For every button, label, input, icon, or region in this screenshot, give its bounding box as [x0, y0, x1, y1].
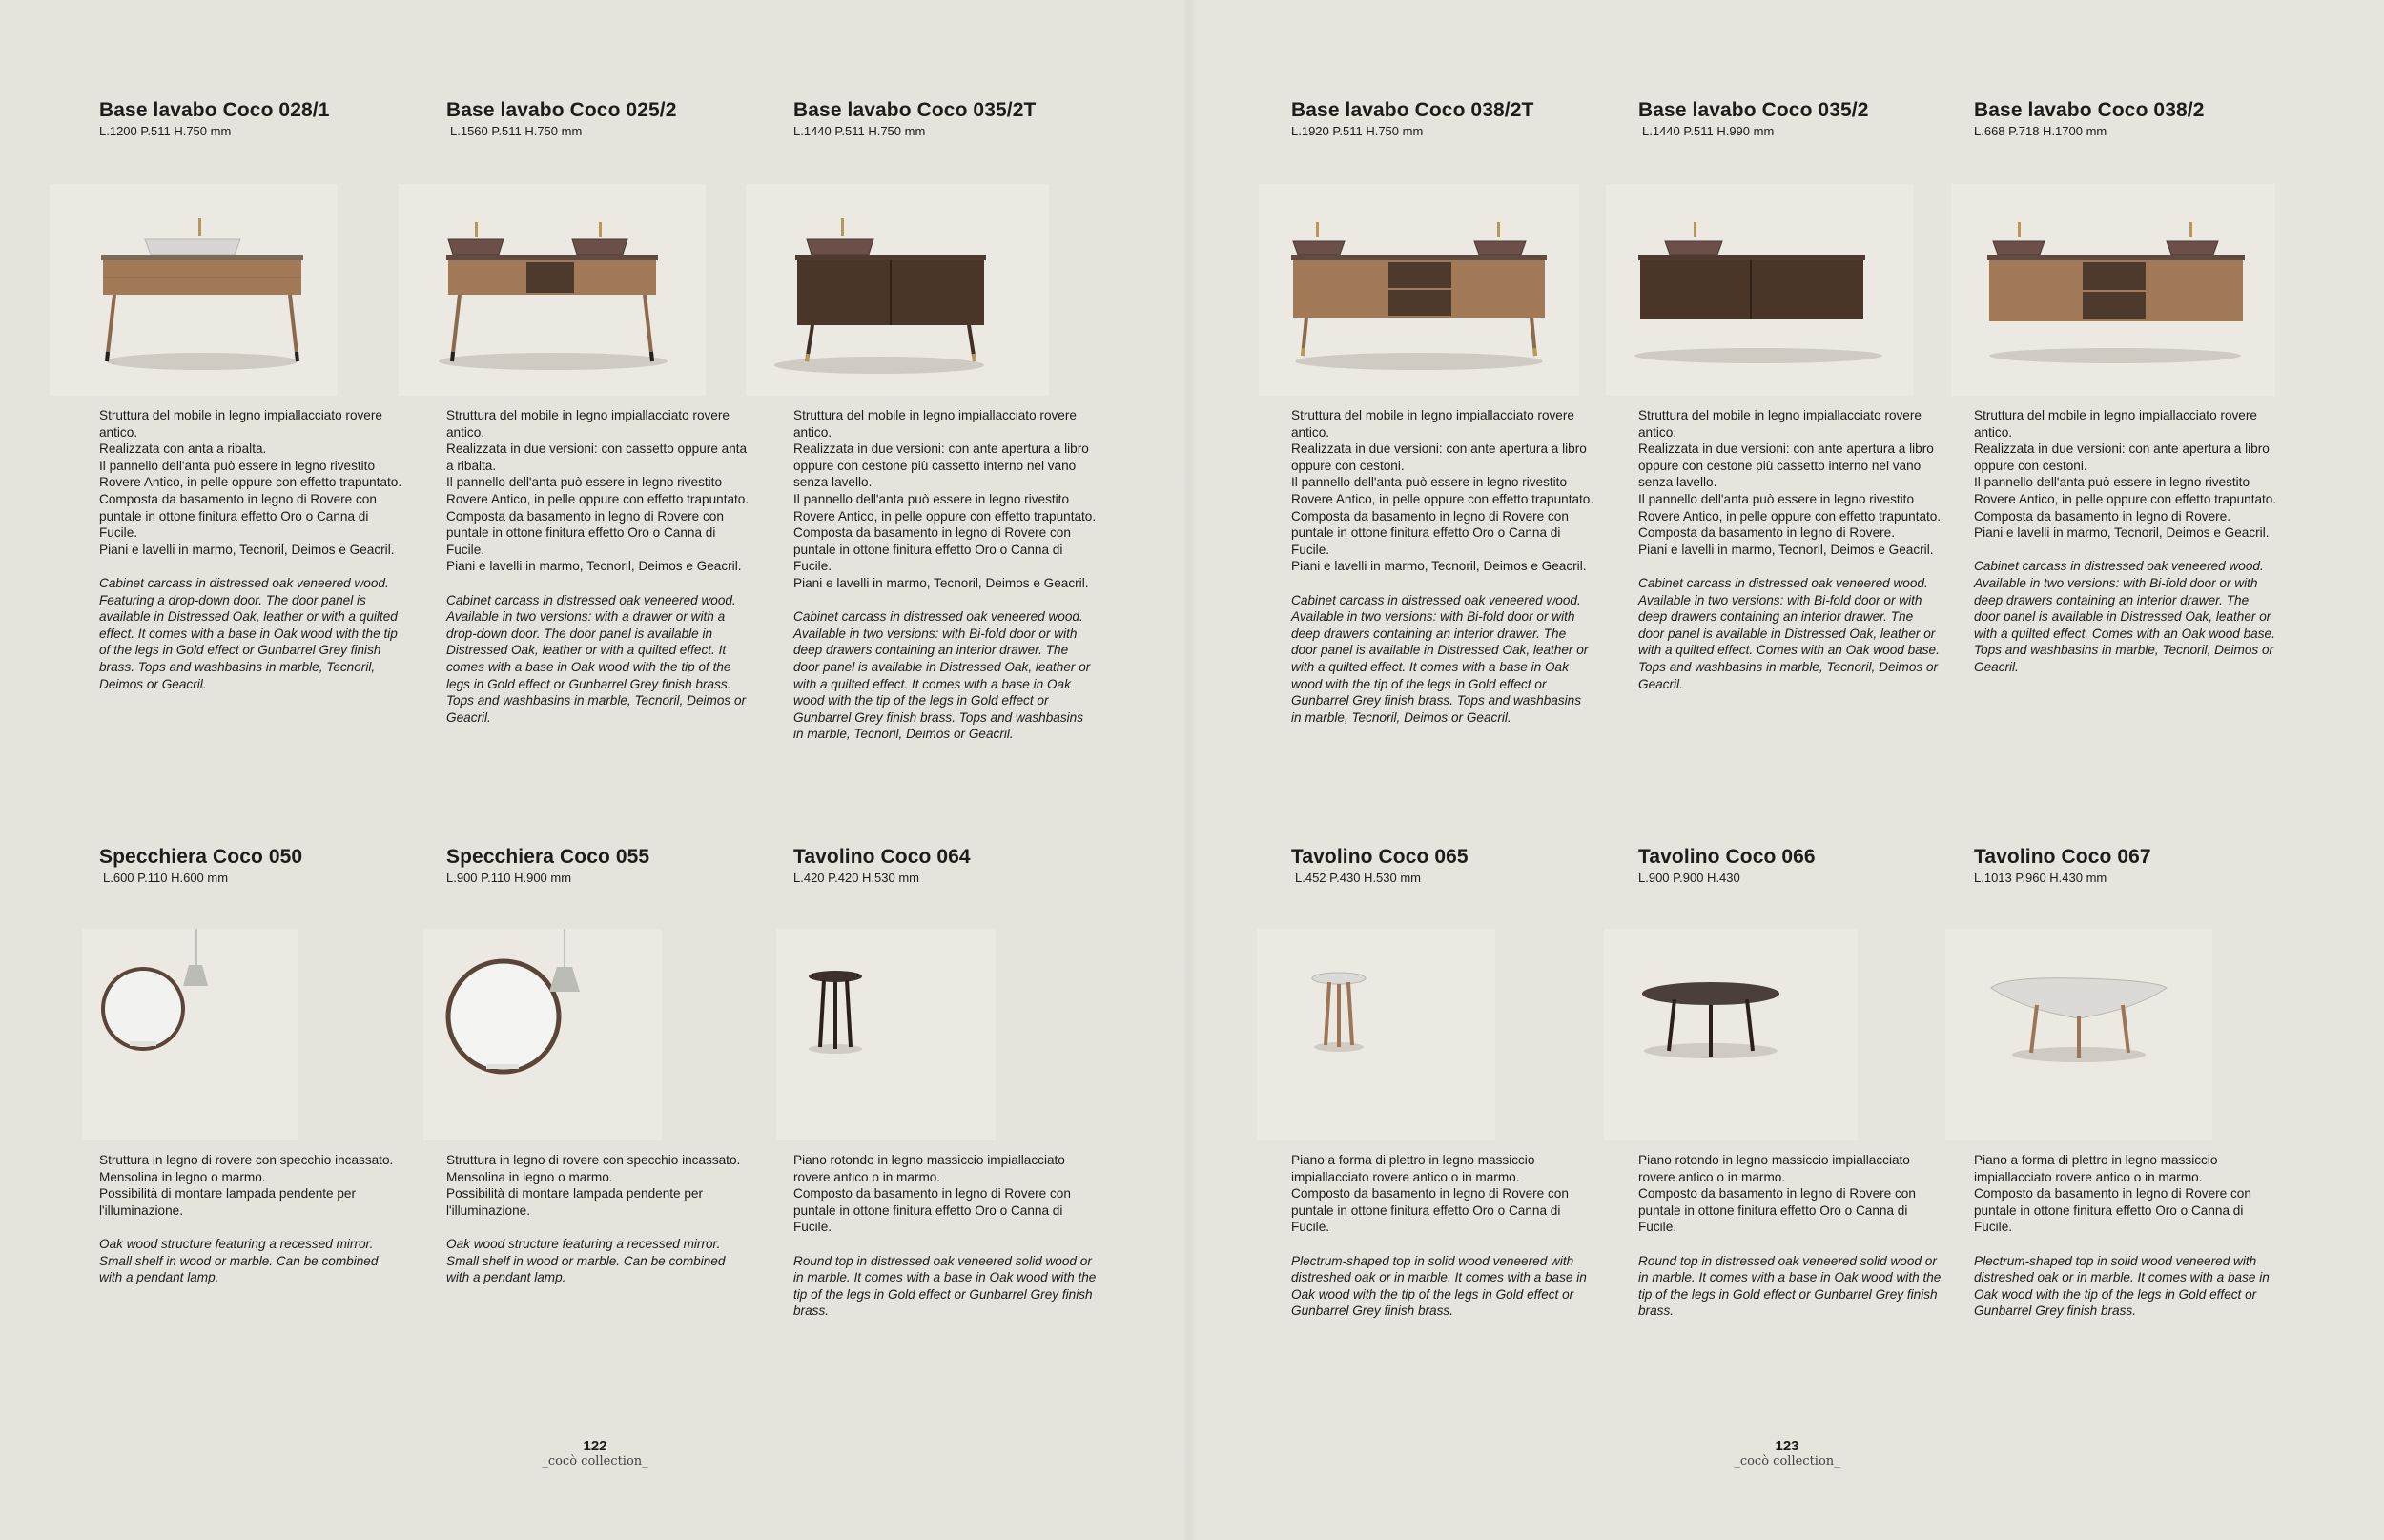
- product-image: [399, 184, 706, 396]
- mirror-050-illustration: [82, 929, 298, 1140]
- product-image: [82, 929, 298, 1140]
- vanity-025-2-illustration: [399, 184, 706, 396]
- product-image: [1606, 184, 1913, 396]
- product-header: [1638, 99, 1953, 138]
- product-header: [793, 846, 1108, 885]
- description-italian: Struttura del mobile in legno impiallacciato rovere antico. Realizzata in due versioni: con cassetto oppure anta a ribalta. Il pannello dell'anta può essere in legno rivestito Rovere Antico, in pelle oppure con effetto trapuntato. Composta da basamento in legno di Rovere con puntale in ottone finitura effetto Oro o Canna di Fucile. Piani e lavelli in marmo, Tecnoril, Deimos e Geacril.: [446, 408, 750, 574]
- description-italian: Struttura in legno di rovere con specchio incassato. Mensolina in legno o marmo. Possibilità di montare lampada pendente per l'illuminazione.: [99, 1153, 394, 1218]
- product-title: Base lavabo Coco 035/2: [1638, 99, 1869, 121]
- description-italian: Struttura del mobile in legno impiallacciato rovere antico. Realizzata in due versioni: con ante apertura a libro oppure con cestoni. Il pannello dell'anta può essere in legno rivestito Rovere Antico, in pelle oppure con effetto trapuntato. Composta da basamento in legno di Rovere con puntale in ottone finitura effetto Oro o Canna di Fucile. Piani e lavelli in marmo, Tecnoril, Deimos e Geacril.: [1291, 408, 1594, 574]
- product-description: [1291, 407, 1594, 726]
- description-english: Round top in distressed oak veneered solid wood or in marble. It comes with a base in Oak wood with the tip of the legs in Gold effect or Gunbarrel Grey finish brass.: [793, 1253, 1097, 1319]
- vanity-038-2T-illustration: [1259, 184, 1579, 396]
- description-italian: Struttura in legno di rovere con specchio incassato. Mensolina in legno o marmo. Possibilità di montare lampada pendente per l'illuminazione.: [446, 1153, 741, 1218]
- vanity-035-2-illustration: [1606, 184, 1913, 396]
- product-dimensions: L.1440 P.511 H.750 mm: [793, 124, 926, 138]
- product-description: [1974, 1152, 2277, 1320]
- description-english: Round top in distressed oak veneered solid wood or in marble. It comes with a base in Oak wood with the tip of the legs in Gold effect or Gunbarrel Grey finish brass.: [1638, 1253, 1942, 1319]
- product-image: [1604, 929, 1858, 1140]
- description-italian: Struttura del mobile in legno impiallacciato rovere antico. Realizzata in due versioni: con ante apertura a libro oppure con cestoni. Il pannello dell'anta può essere in legno rivestito Rovere Antico, in pelle oppure con effetto trapuntato. Composta da basamento in legno di Rovere. Piani e lavelli in marmo, Tecnoril, Deimos e Geacril.: [1974, 408, 2277, 541]
- product-header: [99, 99, 414, 138]
- product-dimensions: L.452 P.430 H.530 mm: [1295, 871, 1422, 885]
- product-title: Tavolino Coco 065: [1291, 846, 1469, 868]
- vanity-028-1-illustration: [50, 184, 338, 396]
- vanity-035-2T-illustration: [746, 184, 1049, 396]
- product-description: [1638, 407, 1942, 692]
- product-image: [776, 929, 996, 1140]
- product-title: Base lavabo Coco 028/1: [99, 99, 330, 121]
- product-title: Specchiera Coco 055: [446, 846, 650, 868]
- product-description: [99, 1152, 402, 1286]
- product-title: Tavolino Coco 064: [793, 846, 971, 868]
- table-066-illustration: [1604, 929, 1858, 1140]
- product-title: Base lavabo Coco 038/2: [1974, 99, 2205, 121]
- mirror-055-illustration: [423, 929, 662, 1140]
- product-header: [1974, 846, 2289, 885]
- product-dimensions: L.1013 P.960 H.430 mm: [1974, 871, 2107, 885]
- description-italian: Struttura del mobile in legno impiallacciato rovere antico. Realizzata in due versioni: con ante apertura a libro oppure con cestone più cassetto interno nel vano senza lavello. Il pannello dell'anta può essere in legno rivestito Rovere Antico, in pelle oppure con effetto trapuntato. Composta da basamento in legno di Rovere. Piani e lavelli in marmo, Tecnoril, Deimos e Geacril.: [1638, 408, 1942, 557]
- product-dimensions: L.420 P.420 H.530 mm: [793, 871, 920, 885]
- product-dimensions: L.668 P.718 H.1700 mm: [1974, 124, 2107, 138]
- table-065-illustration: [1257, 929, 1495, 1140]
- product-dimensions: L.1560 P.511 H.750 mm: [450, 124, 583, 138]
- page-gutter: [1182, 0, 1196, 1540]
- description-english: Plectrum-shaped top in solid wood veneered with distreshed oak or in marble. It comes with a base in Oak wood with the tip of the legs in Gold effect or Gunbarrel Grey finish brass.: [1291, 1253, 1587, 1319]
- product-title: Base lavabo Coco 038/2T: [1291, 99, 1534, 121]
- collection-name: _cocò collection_: [1734, 1454, 1840, 1468]
- product-header: [793, 99, 1108, 138]
- product-header: [446, 846, 761, 885]
- product-dimensions: L.900 P.900 H.430: [1638, 871, 1740, 885]
- product-title: Tavolino Coco 066: [1638, 846, 1816, 868]
- product-image: [1259, 184, 1579, 396]
- product-image: [1945, 929, 2212, 1140]
- product-description: [1638, 1152, 1942, 1320]
- product-header: [446, 99, 761, 138]
- product-header: [1974, 99, 2289, 138]
- product-dimensions: L.1200 P.511 H.750 mm: [99, 124, 232, 138]
- product-header: [1638, 846, 1953, 885]
- product-image: [1951, 184, 2275, 396]
- product-dimensions: L.1440 P.511 H.990 mm: [1642, 124, 1775, 138]
- product-image: [423, 929, 662, 1140]
- product-description: [1291, 1152, 1594, 1320]
- page-footer: [500, 1438, 690, 1469]
- description-english: Cabinet carcass in distressed oak veneered wood. Available in two versions: with Bi-fold door or with deep drawers containing an interior drawer. The door panel is available in Distressed Oak, leather or with a quilted effect. It comes with a base in Oak wood with the tip of the legs in Gold effect or Gunbarrel Grey finish brass. Tops and washbasins in marble, Tecnoril, Deimos or Geacril.: [793, 609, 1091, 742]
- product-title: Specchiera Coco 050: [99, 846, 303, 868]
- description-italian: Piano a forma di plettro in legno massiccio impiallacciato rovere antico o in marmo. Composto da basamento in legno di Rovere con puntale in ottone finitura effetto Oro o Canna di Fucile.: [1974, 1153, 2251, 1235]
- product-header: [99, 846, 414, 885]
- product-title: Base lavabo Coco 025/2: [446, 99, 677, 121]
- description-italian: Struttura del mobile in legno impiallacciato rovere antico. Realizzata in due versioni: con ante apertura a libro oppure con cestone più cassetto interno nel vano senza lavello. Il pannello dell'anta può essere in legno rivestito Rovere Antico, in pelle oppure con effetto trapuntato. Composta da basamento in legno di Rovere con puntale in ottone finitura effetto Oro o Canna di Fucile. Piani e lavelli in marmo, Tecnoril, Deimos e Geacril.: [793, 408, 1097, 590]
- product-image: [1257, 929, 1495, 1140]
- product-description: [99, 407, 402, 692]
- product-header: [1291, 846, 1606, 885]
- description-english: Cabinet carcass in distressed oak veneered wood. Featuring a drop-down door. The door panel is available in Distressed Oak, leather or with a quilted effect. It comes with a base in Oak wood with the tip of the legs in Gold effect or Gunbarrel Grey finish brass. Tops and washbasins in marble, Tecnoril, Deimos or Geacril.: [99, 575, 398, 691]
- page-footer: [1692, 1438, 1882, 1469]
- description-english: Cabinet carcass in distressed oak veneered wood. Available in two versions: with a drawer or with a drop-down door. The door panel is available in Distressed Oak, leather or with a quilted effect. It comes with a base in Oak wood with the tip of the legs in Gold effect or Gunbarrel Grey finish brass. Tops and washbasins in marble, Tecnoril, Deimos or Geacril.: [446, 592, 747, 725]
- product-description: [446, 1152, 750, 1286]
- product-dimensions: L.900 P.110 H.900 mm: [446, 871, 572, 885]
- product-description: [1974, 407, 2277, 676]
- product-description: [793, 1152, 1097, 1320]
- table-067-illustration: [1945, 929, 2212, 1140]
- description-italian: Piano rotondo in legno massiccio impiallacciato rovere antico o in marmo. Composto da basamento in legno di Rovere con puntale in ottone finitura effetto Oro o Canna di Fucile.: [793, 1153, 1071, 1235]
- product-description: [793, 407, 1097, 743]
- product-title: Base lavabo Coco 035/2T: [793, 99, 1037, 121]
- description-english: Plectrum-shaped top in solid wood veneered with distreshed oak or in marble. It comes with a base in Oak wood with the tip of the legs in Gold effect or Gunbarrel Grey finish brass.: [1974, 1253, 2270, 1319]
- product-image: [50, 184, 338, 396]
- vanity-038-2-illustration: [1951, 184, 2275, 396]
- page-number: 123: [1775, 1438, 1799, 1454]
- product-description: [446, 407, 750, 726]
- description-english: Cabinet carcass in distressed oak veneered wood. Available in two versions: with Bi-fold door or with deep drawers containing an interior drawer. The door panel is available in Distressed Oak, leather or with a quilted effect. Comes with an Oak wood base. Tops and washbasins in marble, Tecnoril, Deimos or Geacril.: [1638, 575, 1940, 691]
- product-title: Tavolino Coco 067: [1974, 846, 2151, 868]
- description-italian: Struttura del mobile in legno impiallacciato rovere antico. Realizzata con anta a ribalta. Il pannello dell'anta può essere in legno rivestito Rovere Antico, in pelle oppure con effetto trapuntato. Composta da basamento in legno di Rovere con puntale in ottone finitura effetto Oro o Canna di Fucile. Piani e lavelli in marmo, Tecnoril, Deimos e Geacril.: [99, 408, 402, 557]
- description-italian: Piano a forma di plettro in legno massiccio impiallacciato rovere antico o in marmo. Composto da basamento in legno di Rovere con puntale in ottone finitura effetto Oro o Canna di Fucile.: [1291, 1153, 1569, 1235]
- product-header: [1291, 99, 1606, 138]
- product-dimensions: L.600 P.110 H.600 mm: [103, 871, 229, 885]
- table-064-illustration: [776, 929, 996, 1140]
- description-english: Oak wood structure featuring a recessed mirror. Small shelf in wood or marble. Can be combined with a pendant lamp.: [446, 1236, 726, 1285]
- collection-name: _cocò collection_: [542, 1454, 648, 1468]
- product-dimensions: L.1920 P.511 H.750 mm: [1291, 124, 1424, 138]
- description-italian: Piano rotondo in legno massiccio impiallacciato rovere antico o in marmo. Composto da basamento in legno di Rovere con puntale in ottone finitura effetto Oro o Canna di Fucile.: [1638, 1153, 1916, 1235]
- page-number: 122: [583, 1438, 607, 1454]
- description-english: Cabinet carcass in distressed oak veneered wood. Available in two versions: with Bi-fold door or with deep drawers containing an interior drawer. The door panel is available in Distressed Oak, leather or with a quilted effect. Comes with an Oak wood base. Tops and washbasins in marble, Tecnoril, Deimos or Geacril.: [1974, 559, 2275, 674]
- description-english: Cabinet carcass in distressed oak veneered wood. Available in two versions: with Bi-fold door or with deep drawers containing an interior drawer. The door panel is available in Distressed Oak, leather or with a quilted effect. It comes with a base in Oak wood with the tip of the legs in Gold effect or Gunbarrel Grey finish brass. Tops and washbasins in marble, Tecnoril, Deimos or Geacril.: [1291, 592, 1589, 725]
- product-image: [746, 184, 1049, 396]
- description-english: Oak wood structure featuring a recessed mirror. Small shelf in wood or marble. Can be combined with a pendant lamp.: [99, 1236, 379, 1285]
